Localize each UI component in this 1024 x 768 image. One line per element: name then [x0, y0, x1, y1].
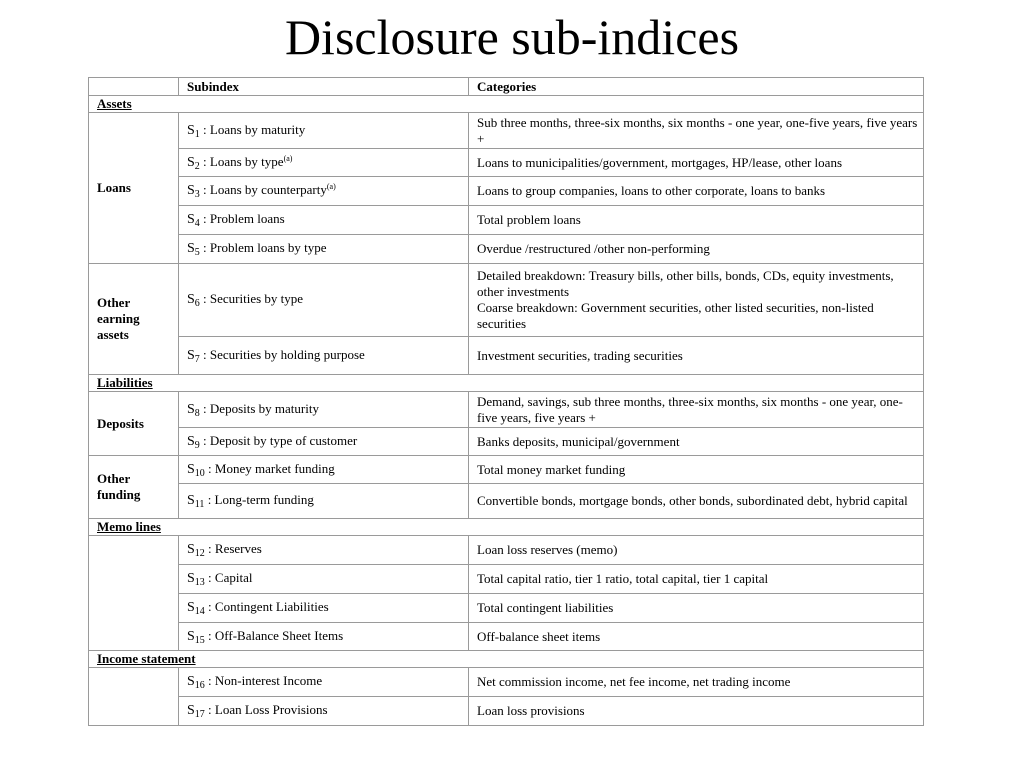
table-row: [89, 177, 924, 206]
category-text: Convertible bonds, mortgage bonds, other bonds, subordinated debt, hybrid capital: [477, 493, 908, 508]
header-blank: [89, 78, 179, 96]
subindex-cell: [179, 697, 469, 726]
category-text: Coarse breakdown: Government securities, other listed securities, non-listed securities: [477, 300, 874, 331]
subindex-cell: [179, 177, 469, 206]
subindex-number: 4: [194, 218, 200, 229]
table-row: [89, 337, 924, 375]
subindex-number: 15: [194, 634, 205, 646]
subindex-cell: [179, 206, 469, 235]
section-income-statement: Income statement: [89, 651, 924, 668]
categories-cell: [469, 565, 924, 594]
subindex-label: : Problem loans by type: [199, 240, 327, 255]
subindex-number: 14: [194, 606, 205, 617]
subindex-cell: [179, 428, 469, 456]
table-row: [89, 668, 924, 697]
table-row: [89, 536, 924, 565]
subindex-label: : Loans by maturity: [199, 121, 306, 137]
header-row: [89, 78, 924, 96]
subindex-cell: [179, 113, 469, 149]
subindex-symbol: S: [187, 628, 195, 644]
subindex-number: 9: [194, 439, 200, 451]
subindex-symbol: S: [187, 542, 195, 557]
section-row-income: [89, 651, 924, 668]
subindex-cell: [179, 623, 469, 651]
categories-cell: [469, 337, 924, 375]
subindex-label: : Reserves: [204, 541, 262, 556]
subindex-number: 6: [194, 298, 200, 309]
table-row: [89, 206, 924, 235]
subindex-cell: [179, 456, 469, 484]
subindex-label: : Long-term funding: [204, 492, 314, 507]
categories-cell: [469, 113, 924, 149]
group-line: funding: [97, 487, 141, 502]
subindex-symbol: S: [187, 703, 195, 718]
disclosure-table: [88, 77, 924, 726]
table-row: [89, 623, 924, 651]
group-memo-blank: [89, 536, 179, 651]
subindex-cell: [179, 337, 469, 375]
subindex-symbol: S: [187, 183, 195, 198]
table-row: [89, 113, 924, 149]
subindex-label: : Deposits by maturity: [199, 400, 319, 416]
category-text: Total problem loans: [477, 212, 581, 227]
section-memo-lines: Memo lines: [89, 519, 924, 536]
subindex-label: : Problem loans: [199, 211, 285, 226]
group-line: Other: [97, 471, 131, 486]
subindex-symbol: S: [187, 122, 195, 138]
header-categories: Categories: [469, 78, 924, 96]
table-row: [89, 594, 924, 623]
table-row: [89, 392, 924, 428]
categories-cell: [469, 177, 924, 206]
subindex-label: : Off-Balance Sheet Items: [204, 627, 344, 643]
subindex-cell: [179, 536, 469, 565]
category-text: Off-balance sheet items: [477, 628, 601, 644]
categories-cell: [469, 484, 924, 519]
table-row: [89, 565, 924, 594]
categories-cell: [469, 206, 924, 235]
subindex-number: 7: [194, 353, 200, 365]
group-other-funding: [89, 456, 179, 519]
table-row: [89, 428, 924, 456]
categories-cell: [469, 235, 924, 264]
subindex-number: 1: [194, 128, 200, 140]
subindex-symbol: S: [187, 401, 195, 417]
category-text: Loans to group companies, loans to other corporate, loans to banks: [477, 183, 826, 198]
category-text: Total capital ratio, tier 1 ratio, total capital, tier 1 capital: [477, 571, 769, 586]
subindex-label: : Capital: [204, 570, 253, 585]
section-row-liabilities: [89, 375, 924, 392]
subindex-symbol: S: [187, 461, 195, 477]
category-text: Total contingent liabilities: [477, 600, 614, 615]
section-row-assets: [89, 96, 924, 113]
subindex-number: 5: [194, 247, 200, 258]
table-row: [89, 484, 924, 519]
group-deposits: Deposits: [89, 392, 179, 456]
categories-cell: [469, 594, 924, 623]
group-income-blank: [89, 668, 179, 726]
subindex-cell: [179, 264, 469, 337]
subindex-symbol: S: [187, 212, 195, 227]
categories-cell: [469, 392, 924, 428]
subindex-number: 10: [194, 467, 205, 479]
table-row: [89, 697, 924, 726]
category-text: Sub three months, three-six months, six months - one year, one-five years, five years +: [477, 114, 918, 146]
subindex-cell: [179, 668, 469, 697]
group-loans: Loans: [89, 113, 179, 264]
subindex-label: : Deposit by type of customer: [199, 432, 358, 448]
subindex-number: 3: [194, 189, 200, 200]
category-text: Net commission income, net fee income, net trading income: [477, 674, 791, 689]
subindex-cell: [179, 594, 469, 623]
categories-cell: [469, 536, 924, 565]
subindex-number: 13: [194, 577, 205, 588]
categories-cell: [469, 456, 924, 484]
subindex-symbol: S: [187, 154, 195, 170]
subindex-label: : Loans by counterparty: [199, 182, 327, 197]
footnote-marker: (a): [326, 182, 336, 191]
categories-cell: [469, 623, 924, 651]
subindex-label: : Non-interest Income: [204, 673, 323, 688]
subindex-cell: [179, 149, 469, 177]
group-line: Other: [97, 295, 131, 310]
section-row-memo: [89, 519, 924, 536]
category-text: Demand, savings, sub three months, three-six months, six months - one year, one-five years, five years +: [477, 393, 903, 425]
category-text: Total money market funding: [477, 461, 626, 477]
subindex-symbol: S: [187, 347, 195, 363]
table-row: [89, 235, 924, 264]
table-row: [89, 264, 924, 337]
categories-cell: [469, 668, 924, 697]
subindex-cell: [179, 565, 469, 594]
subindex-label: : Loan Loss Provisions: [204, 702, 328, 717]
category-text: Overdue /restructured /other non-performing: [477, 241, 710, 256]
category-text: Detailed breakdown: Treasury bills, other bills, bonds, CDs, equity investments, other investments: [477, 268, 894, 299]
categories-cell: [469, 428, 924, 456]
group-line: assets: [97, 327, 129, 342]
group-other-earning-assets: [89, 264, 179, 375]
subindex-symbol: S: [187, 241, 195, 256]
subindex-number: 11: [194, 499, 205, 510]
subindex-label: : Securities by type: [199, 291, 304, 306]
section-liabilities: Liabilities: [89, 375, 924, 392]
category-text: Loan loss reserves (memo): [477, 542, 618, 557]
subindex-number: 17: [194, 709, 205, 720]
subindex-symbol: S: [187, 600, 195, 615]
subindex-label: : Loans by type: [199, 153, 284, 169]
slide-title: Disclosure sub-indices: [284, 9, 740, 65]
subindex-cell: [179, 484, 469, 519]
group-line: earning: [97, 311, 140, 326]
table-row: [89, 456, 924, 484]
subindex-number: 12: [194, 548, 205, 559]
categories-cell: [469, 149, 924, 177]
subindex-symbol: S: [187, 493, 195, 508]
subindex-symbol: S: [187, 674, 195, 689]
subindex-symbol: S: [187, 571, 195, 586]
category-text: Investment securities, trading securities: [477, 347, 683, 363]
subindex-label: : Money market funding: [204, 460, 335, 476]
subindex-number: 16: [194, 680, 205, 691]
subindex-cell: [179, 392, 469, 428]
subindex-label: : Contingent Liabilities: [204, 599, 329, 614]
subindex-symbol: S: [187, 433, 195, 449]
categories-cell: [469, 697, 924, 726]
footnote-marker: (a): [283, 153, 293, 163]
subindex-number: 2: [194, 160, 200, 172]
subindex-label: : Securities by holding purpose: [199, 346, 365, 362]
subindex-cell: [179, 235, 469, 264]
header-subindex: Subindex: [179, 78, 469, 96]
subindex-symbol: S: [187, 292, 195, 307]
category-text: Loans to municipalities/government, mortgages, HP/lease, other loans: [477, 154, 843, 170]
category-text: Banks deposits, municipal/government: [477, 433, 680, 449]
subindex-number: 8: [194, 407, 200, 419]
section-assets: Assets: [89, 96, 924, 113]
category-text: Loan loss provisions: [477, 703, 585, 718]
table-row: [89, 149, 924, 177]
categories-cell: [469, 264, 924, 337]
